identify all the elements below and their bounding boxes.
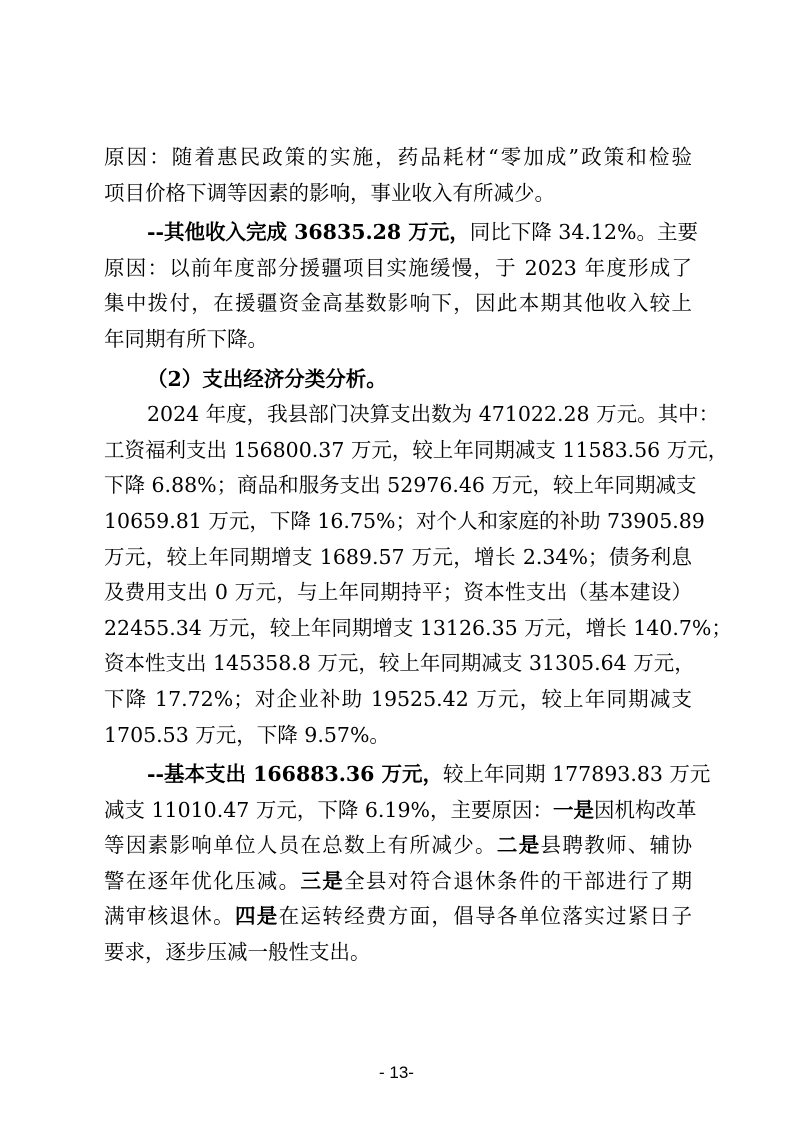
paragraph-line: 原因：随着惠民政策的实施，药品耗材“零加成”政策和检验 xyxy=(104,145,692,169)
paragraph-line: 下降 6.88%；商品和服务支出 52976.46 万元，较上年同期减支 xyxy=(104,473,697,498)
text-run: 警在逐年优化压减。 xyxy=(104,868,301,893)
paragraph-line: 集中拨付，在援疆资金高基数影响下，因此本期其他收入较上 xyxy=(104,291,692,316)
paragraph-line: 年同期有所下降。 xyxy=(104,326,268,351)
bold-marker: 一是 xyxy=(553,797,594,822)
paragraph-line xyxy=(104,793,697,829)
text-run: 全县对符合退休条件的干部进行了期 xyxy=(344,868,693,893)
text-run: 较上年同期 177893.83 万元 xyxy=(443,762,711,787)
text-run: 在运转经费方面，倡导各单位落实过紧日子 xyxy=(278,904,693,929)
text-run: 同比下降 34.12%。主要 xyxy=(469,220,698,245)
page-number: - 13- xyxy=(379,1063,414,1082)
paragraph-line: 及费用支出 0 万元，与上年同期持平；资本性支出（基本建设） xyxy=(104,580,692,605)
paragraph-line: 项目价格下调等因素的影响，事业收入有所减少。 xyxy=(104,180,555,205)
paragraph-line xyxy=(104,899,692,935)
paragraph-line: 下降 17.72%；对企业补助 19525.42 万元，较上年同期减支 xyxy=(104,686,692,711)
paragraph-line: 资本性支出 145358.8 万元，较上年同期减支 31305.64 万元， xyxy=(104,651,695,676)
text-run: 满审核退休。 xyxy=(104,904,235,929)
text-run: 县聘教师、辅协 xyxy=(540,833,693,858)
paragraph-line: 2024 年度，我县部门决算支出数为 471022.28 万元。其中： xyxy=(147,402,720,427)
paragraph-line: 原因：以前年度部分援疆项目实施缓慢，于 2023 年度形成了 xyxy=(104,255,692,280)
paragraph-line: 1705.53 万元，下降 9.57%。 xyxy=(104,722,390,747)
paragraph-line: 万元，较上年同期增支 1689.57 万元，增长 2.34%；债务利息 xyxy=(104,544,692,569)
section-heading: （2）支出经济分类分析。 xyxy=(147,366,387,391)
bold-marker: 三是 xyxy=(300,868,345,893)
bold-marker: 四是 xyxy=(234,904,279,929)
document-body xyxy=(104,140,732,971)
bold-marker: 二是 xyxy=(496,833,541,858)
paragraph-line xyxy=(104,828,692,864)
paragraph-line: 22455.34 万元，较上年同期增支 13126.35 万元，增长 140.7%； xyxy=(104,615,732,640)
text-run: 等因素影响单位人员在总数上有所减少。 xyxy=(104,833,497,858)
paragraph-line xyxy=(104,864,692,900)
paragraph-line: 10659.81 万元，下降 16.75%；对个人和家庭的补助 73905.89 xyxy=(104,508,705,533)
bold-lead: --其他收入完成 36835.28 万元， xyxy=(147,220,470,245)
text-run: 因机构改革 xyxy=(594,797,697,822)
paragraph-line: 工资福利支出 156800.37 万元，较上年同期减支 11583.56 万元， xyxy=(104,437,729,462)
paragraph-line xyxy=(104,757,711,793)
paragraph-line xyxy=(104,215,698,251)
bold-lead: --基本支出 166883.36 万元， xyxy=(147,762,444,787)
text-run: 减支 11010.47 万元，下降 6.19%，主要原因： xyxy=(104,797,553,822)
paragraph-line: 要求，逐步压减一般性支出。 xyxy=(104,940,371,965)
